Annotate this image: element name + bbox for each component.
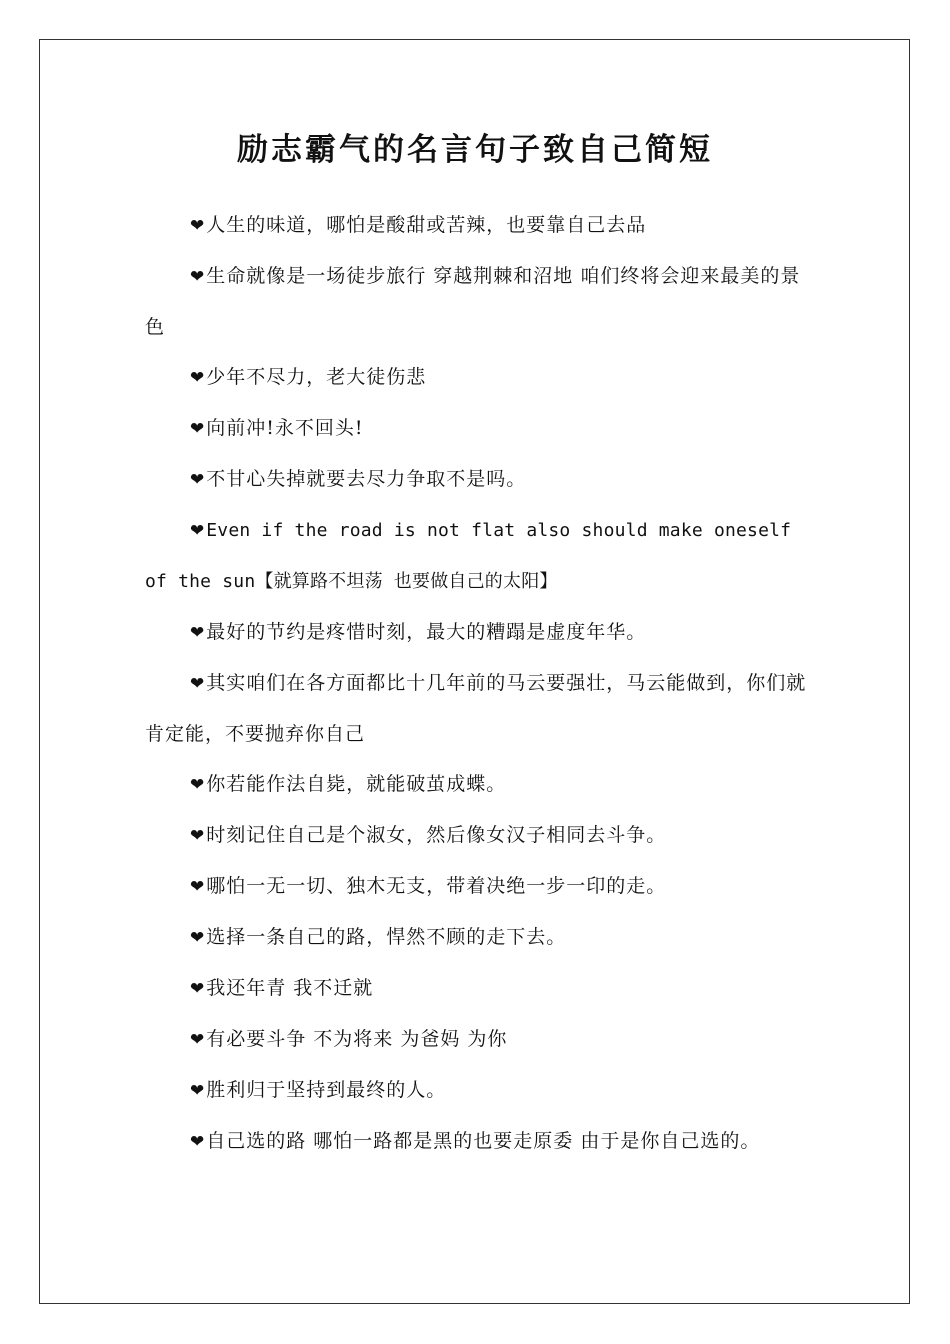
quote-text: 生命就像是一场徒步旅行 穿越荆棘和沼地 咱们终将会迎来最美的景色: [145, 265, 801, 338]
heart-icon: ❤: [190, 470, 206, 490]
quote-item: [145, 861, 810, 912]
quote-text: 最好的节约是疼惜时刻，最大的糟蹋是虚度年华。: [206, 621, 647, 643]
heart-icon: ❤: [190, 623, 206, 643]
quote-item: [145, 1014, 810, 1065]
quote-item: [145, 251, 810, 352]
heart-icon: ❤: [190, 674, 206, 694]
quote-text: 胜利归于坚持到最终的人。: [206, 1079, 447, 1101]
quote-item: [145, 352, 810, 403]
quote-item: [145, 1116, 810, 1167]
quote-text: Even if the road is not flat also should make oneself of the sun【就算路不坦荡 也要做自己的太阳】: [145, 520, 792, 592]
quote-item: [145, 963, 810, 1014]
quote-text: 自己选的路 哪怕一路都是黑的也要走原委 由于是你自己选的。: [206, 1130, 761, 1152]
document-title: 励志霸气的名言句子致自己简短: [237, 132, 713, 168]
quote-item: [145, 200, 810, 251]
heart-icon: ❤: [190, 928, 206, 948]
heart-icon: ❤: [190, 877, 206, 897]
quote-text: 其实咱们在各方面都比十几年前的马云要强壮，马云能做到，你们就肯定能，不要抛弃你自己: [145, 672, 807, 745]
heart-icon: ❤: [190, 1132, 206, 1152]
quote-text: 选择一条自己的路，悍然不顾的走下去。: [206, 926, 567, 948]
quote-text: 有必要斗争 不为将来 为爸妈 为你: [206, 1028, 508, 1050]
heart-icon: ❤: [190, 1030, 206, 1050]
heart-icon: ❤: [190, 368, 206, 388]
quote-text: 哪怕一无一切、独木无支，带着决绝一步一印的走。: [206, 875, 667, 897]
heart-icon: ❤: [190, 216, 206, 236]
heart-icon: ❤: [190, 521, 206, 541]
quote-item: [145, 658, 810, 759]
quote-item: [145, 810, 810, 861]
quote-text: 我还年青 我不迁就: [206, 977, 374, 999]
heart-icon: ❤: [190, 979, 206, 999]
quote-text: 少年不尽力，老大徒伤悲: [206, 366, 427, 388]
quote-text: 人生的味道，哪怕是酸甜或苦辣，也要靠自己去品: [206, 214, 647, 236]
heart-icon: ❤: [190, 775, 206, 795]
quote-text: 不甘心失掉就要去尽力争取不是吗。: [206, 468, 527, 490]
quote-text: 你若能作法自毙，就能破茧成蝶。: [206, 773, 507, 795]
quote-text: 向前冲!永不回头!: [206, 417, 364, 439]
heart-icon: ❤: [190, 1081, 206, 1101]
heart-icon: ❤: [190, 267, 206, 287]
quote-item: [145, 505, 810, 607]
quote-item: [145, 1065, 810, 1116]
heart-icon: ❤: [190, 826, 206, 846]
quote-list: [145, 200, 810, 1167]
quote-item: [145, 454, 810, 505]
quote-item: [145, 403, 810, 454]
quote-item: [145, 912, 810, 963]
quote-item: [145, 759, 810, 810]
heart-icon: ❤: [190, 419, 206, 439]
quote-item: [145, 607, 810, 658]
quote-text: 时刻记住自己是个淑女，然后像女汉子相同去斗争。: [206, 824, 667, 846]
